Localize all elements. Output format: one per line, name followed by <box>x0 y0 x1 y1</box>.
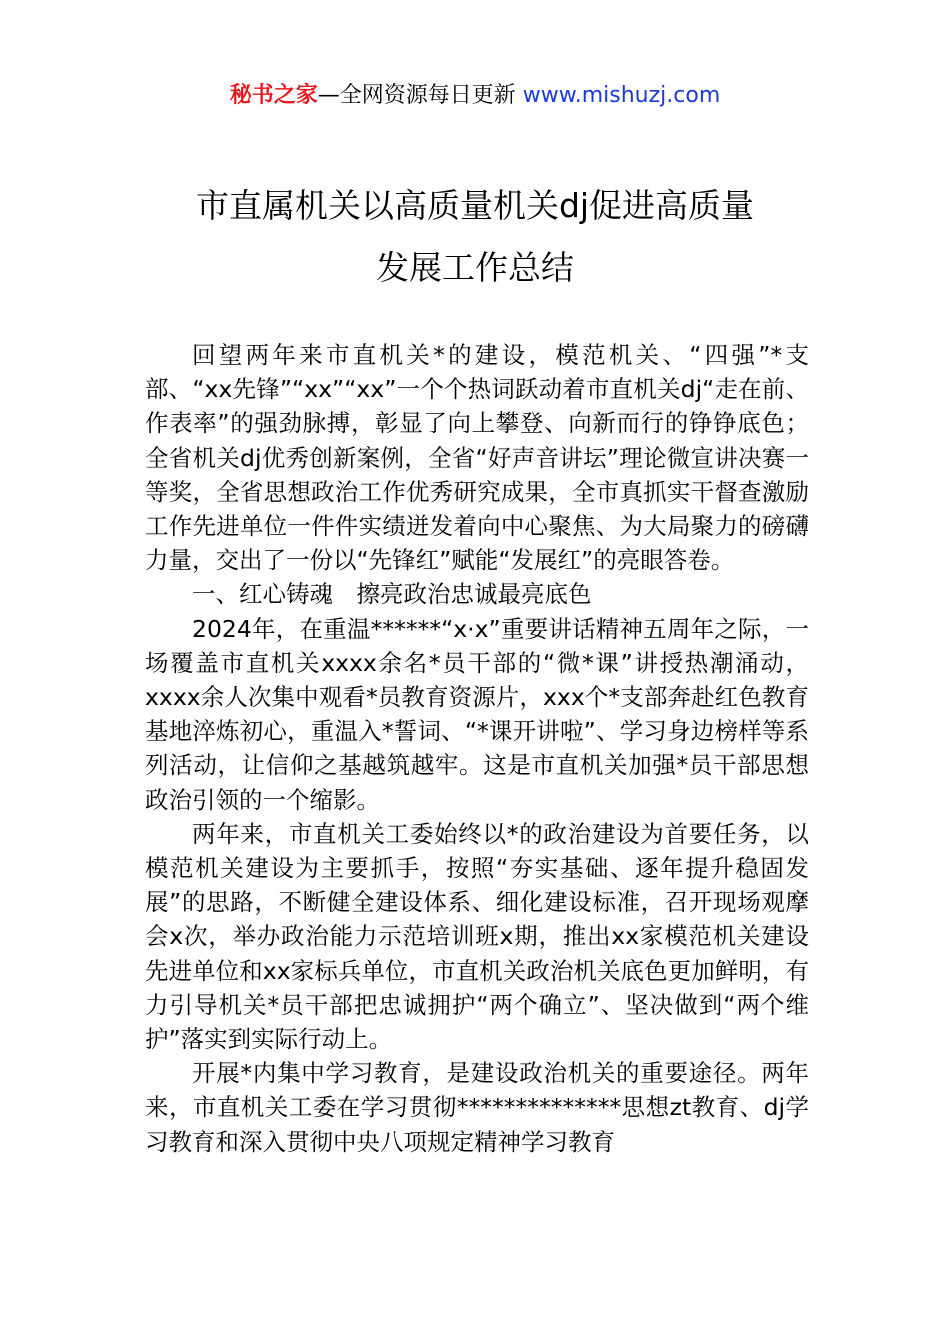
section-heading-1: 一、红心铸魂 擦亮政治忠诚最亮底色 <box>192 580 592 609</box>
paragraph-study-education: 开展*内集中学习教育，是建设政治机关的重要途径。两年来，市直机关工委在学习贯彻**************思想zt教育、dj学习教育和深入贯彻中央八项规定精神学习教育 <box>145 1059 809 1156</box>
document-title <box>0 175 950 299</box>
site-header <box>0 78 950 114</box>
paragraph-2024: 2024年，在重温******“x·x”重要讲话精神五周年之际，一场覆盖市直机关xxxx余名*员干部的“微*课”讲授热潮涌动，xxxx余人次集中观看*员教育资源片，xxx个*支部奔赴红色教育基地淬炼初心，重温入*誓词、“*课开讲啦”、学习身边榜样等系列活动，让信仰之基越筑越牢。这是市直机关加强*员干部思想政治引领的一个缩影。 <box>145 614 809 814</box>
site-tagline: —全网资源每日更新 <box>317 83 523 108</box>
paragraph-two-years: 两年来，市直机关工委始终以*的政治建设为首要任务，以模范机关建设为主要抓手，按照“夯实基础、逐年提升稳固发展”的思路，不断健全建设体系、细化建设标准，召开现场观摩会x次，举办政治能力示范培训班x期，推出xx家模范机关建设先进单位和xx家标兵单位，市直机关政治机关底色更加鲜明，有力引导机关*员干部把忠诚拥护“两个确立”、坚决做到“两个维护”落实到实际行动上。 <box>145 819 809 1054</box>
document-title-line-1: 市直属机关以高质量机关dj促进高质量 <box>195 186 755 225</box>
site-url-link[interactable]: www.mishuzj.com <box>522 83 721 108</box>
document-title-line-2: 发展工作总结 <box>376 248 574 287</box>
site-brand: 秘书之家 <box>229 83 318 108</box>
document-body <box>145 338 809 1159</box>
paragraph-intro: 回望两年来市直机关*的建设，模范机关、“四强”*支部、“xx先锋”“xx”“xx”一个个热词跃动着市直机关dj“走在前、作表率”的强劲脉搏，彰显了向上攀登、向新而行的铮铮底色；全省机关dj优秀创新案例，全省“好声音讲坛”理论微宣讲决赛一等奖，全省思想政治工作优秀研究成果，全市真抓实干督查激励工作先进单位一件件实绩迸发着向中心聚焦、为大局聚力的磅礴力量，交出了一份以“先锋红”赋能“发展红”的亮眼答卷。 <box>145 341 809 575</box>
